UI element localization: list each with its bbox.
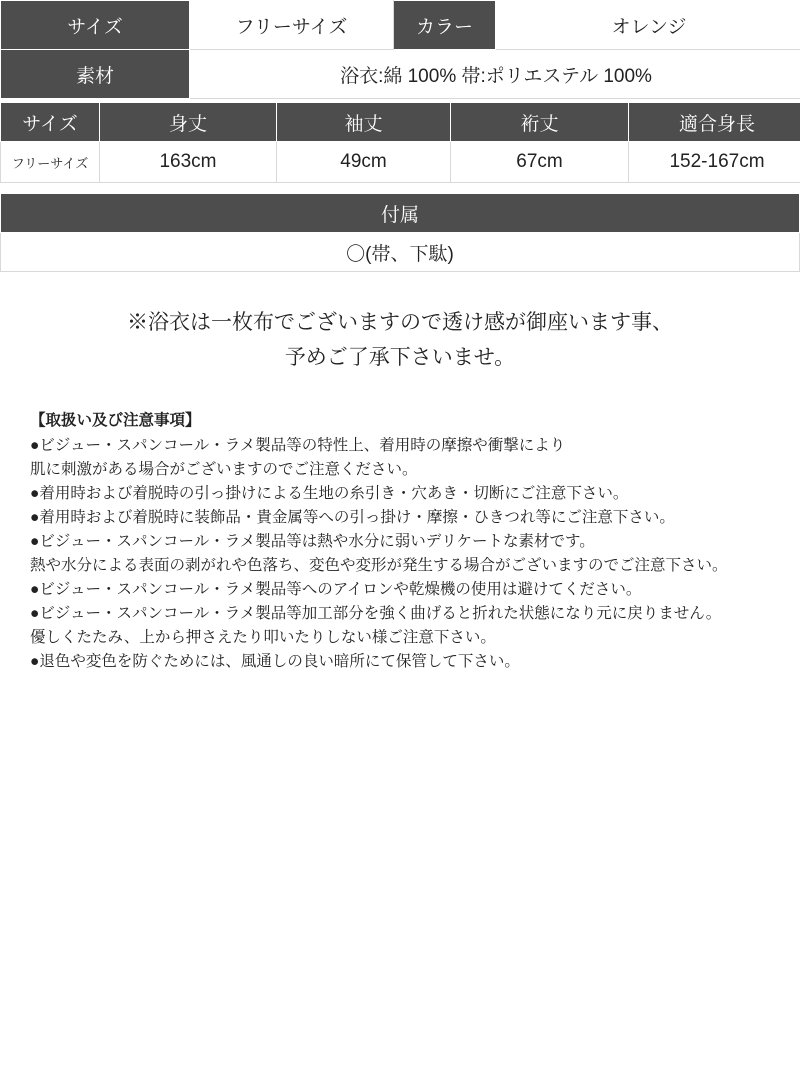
spec-value-material: 浴衣:綿 100% 帯:ポリエステル 100% bbox=[190, 50, 800, 99]
care-instruction-line: ●ビジュー・スパンコール・ラメ製品等の特性上、着用時の摩擦や衝撃により bbox=[30, 437, 566, 455]
table-row bbox=[1, 50, 800, 99]
care-instruction-line: ●退色や変色を防ぐためには、風通しの良い暗所にて保管して下さい。 bbox=[30, 653, 520, 671]
spec-value-color: オレンジ bbox=[496, 1, 800, 50]
accessory-table bbox=[0, 193, 800, 272]
accessory-header: 付属 bbox=[1, 194, 800, 233]
measurement-cell-height: 152-167cm bbox=[629, 142, 800, 183]
measurement-header-length: 身丈 bbox=[100, 103, 277, 142]
accessory-value: 〇(帯、下駄) bbox=[1, 233, 800, 272]
care-instruction-line: ●ビジュー・スパンコール・ラメ製品等は熱や水分に弱いデリケートな素材です。 bbox=[30, 533, 595, 551]
measurement-header-height: 適合身長 bbox=[629, 103, 800, 142]
table-row bbox=[1, 142, 800, 183]
spec-label-color: カラー bbox=[394, 1, 496, 50]
table-header-row bbox=[1, 103, 800, 142]
measurement-cell-sleeve: 49cm bbox=[277, 142, 451, 183]
care-instruction-line: 肌に刺激がある場合がございますのでご注意ください。 bbox=[30, 461, 418, 479]
measurement-cell-yuki: 67cm bbox=[451, 142, 629, 183]
table-row bbox=[1, 1, 800, 50]
spec-label-material: 素材 bbox=[1, 50, 190, 99]
measurement-cell-length: 163cm bbox=[100, 142, 277, 183]
measurement-table bbox=[0, 102, 800, 183]
spec-value-size: フリーサイズ bbox=[190, 1, 394, 50]
care-instruction-line: ●ビジュー・スパンコール・ラメ製品等へのアイロンや乾燥機の使用は避けてください。 bbox=[30, 581, 642, 599]
table-row bbox=[1, 233, 800, 272]
measurement-header-sleeve: 袖丈 bbox=[277, 103, 451, 142]
measurement-header-size: サイズ bbox=[1, 103, 100, 142]
measurement-header-yuki: 裄丈 bbox=[451, 103, 629, 142]
transparency-notice bbox=[0, 306, 800, 375]
care-instruction-line: ●着用時および着脱時の引っ掛けによる生地の糸引き・穴あき・切断にご注意下さい。 bbox=[30, 485, 629, 503]
table-header-row bbox=[1, 194, 800, 233]
care-instruction-line: ●着用時および着脱時に装飾品・貴金属等への引っ掛け・摩擦・ひきつれ等にご注意下さい。 bbox=[30, 509, 675, 527]
notice-line-2: 予めご了承下さいませ。 bbox=[284, 345, 516, 369]
specification-table bbox=[0, 0, 800, 99]
care-instructions-title: 【取扱い及び注意事項】 bbox=[30, 412, 201, 430]
spec-label-size: サイズ bbox=[1, 1, 190, 50]
care-instruction-line: 熱や水分による表面の剥がれや色落ち、変色や変形が発生する場合がございますのでご注意下さい。 bbox=[30, 557, 728, 575]
care-instructions bbox=[0, 409, 800, 674]
measurement-cell-size: フリーサイズ bbox=[1, 142, 100, 183]
care-instruction-line: 優しくたたみ、上から押さえたり叩いたりしない様ご注意下さい。 bbox=[30, 629, 496, 647]
notice-line-1: ※浴衣は一枚布でございますので透け感が御座います事、 bbox=[127, 311, 673, 334]
care-instruction-line: ●ビジュー・スパンコール・ラメ製品等加工部分を強く曲げると折れた状態になり元に戻りません。 bbox=[30, 605, 722, 623]
